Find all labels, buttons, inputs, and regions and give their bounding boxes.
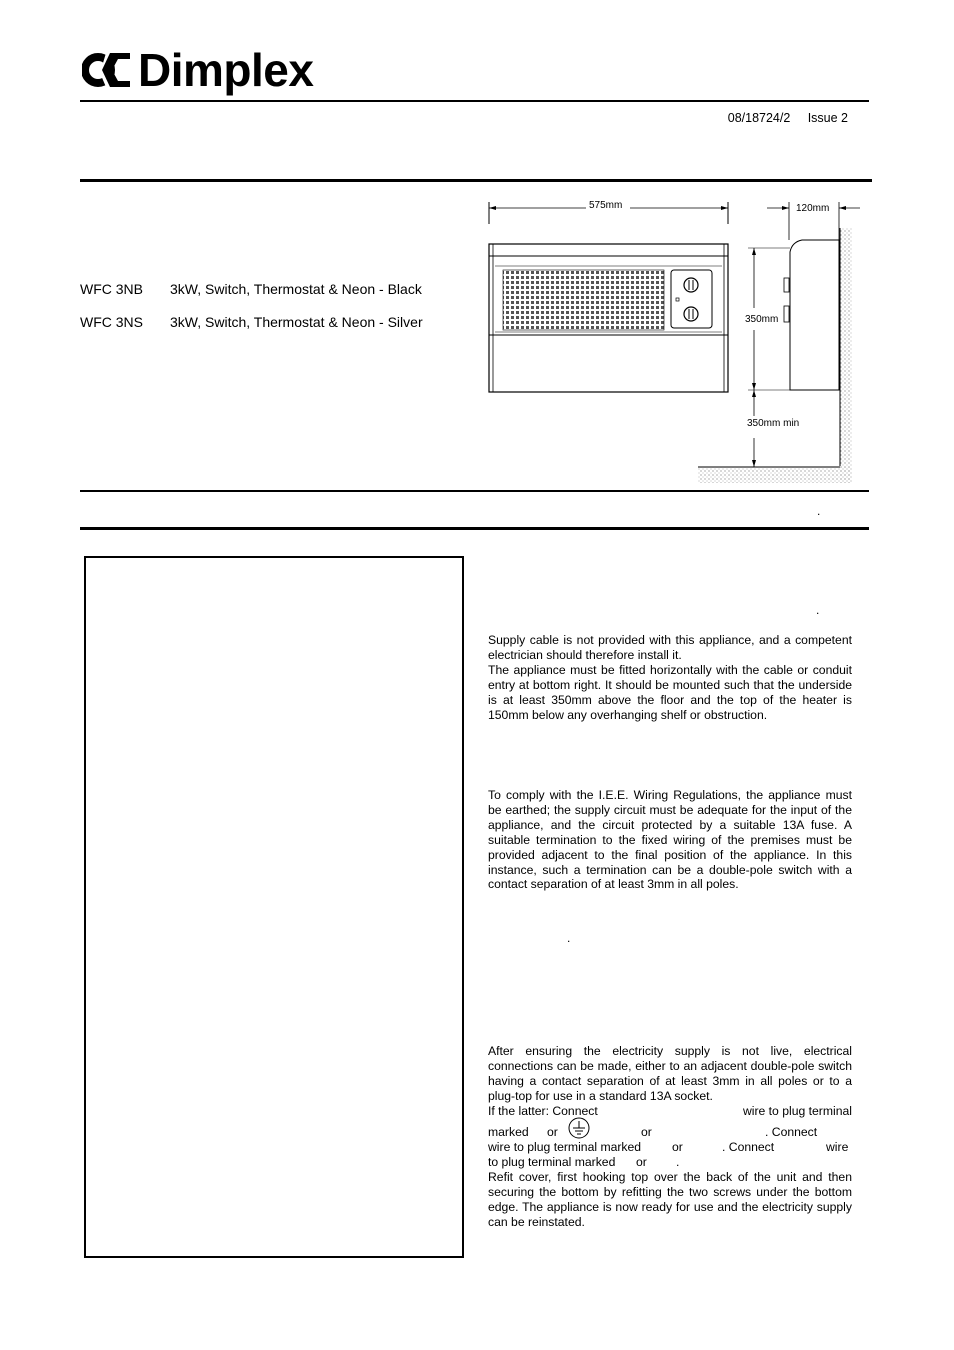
width-label: 575mm — [589, 200, 623, 211]
plug-line-a-left: If the latter: Connect — [488, 1104, 598, 1118]
section-rule-lower — [80, 527, 869, 530]
wiring-regulations-paragraph: To comply with the I.E.E. Wiring Regulations, the appliance must be earthed; the supply circuit must be adequate for the input of the appliance, and the circuit protected by a suitable 13A fuse. A suitable termination to the fixed wiring of the premises must be provided adjacent to the final position of the appliance. In this instance, such a termination can be a double-pole switch with a contact separation of at least 3mm in all poles. — [488, 788, 852, 892]
header-rule — [80, 100, 869, 102]
depth-label: 120mm — [796, 203, 830, 214]
section-rule-top — [80, 179, 872, 182]
model-row — [80, 281, 422, 297]
installation-text-4 — [488, 1170, 852, 1230]
floor — [698, 467, 852, 483]
model-row — [80, 314, 423, 330]
neon-indicator — [676, 298, 679, 301]
stray-dot: . — [567, 931, 571, 945]
mounting-paragraph: The appliance must be fitted horizontally with the cable or conduit entry at bottom right. It should be mounted such that the underside is at least 350mm above the floor and the top of the heater is 150mm below any overhanging shelf or obstruction. — [488, 662, 852, 722]
doc-issue: Issue 2 — [807, 111, 848, 125]
plug-line-d-1: to plug terminal marked — [488, 1155, 616, 1169]
notes-box — [84, 556, 464, 1258]
supply-cable-paragraph: Supply cable is not provided with this appliance, and a competent electrician should therefore install it. — [488, 633, 852, 662]
installation-text-2 — [488, 788, 852, 892]
dimplex-logo-icon — [82, 49, 132, 91]
model-code: WFC 3NS — [80, 314, 143, 330]
model-description: 3kW, Switch, Thermostat & Neon - Silver — [170, 314, 423, 330]
brand-name: Dimplex — [138, 44, 314, 96]
doc-number: 08/18724/2 — [727, 111, 791, 125]
plug-line-c-1: wire to plug terminal marked — [488, 1140, 642, 1154]
switch-knob-icon — [684, 307, 698, 321]
plug-line-c-3: . Connect — [722, 1140, 775, 1154]
stray-dot: . — [816, 603, 820, 617]
plug-line-b-1: marked — [488, 1125, 529, 1139]
section-rule-mid — [80, 490, 869, 492]
refit-cover-paragraph: Refit cover, first hooking top over the back of the unit and then securing the bottom by refitting the two screws under the bottom edge. The appliance is now ready for use and the electricity supply can be reinstated. — [488, 1170, 852, 1229]
height-label: 350mm — [745, 314, 779, 325]
heater-front-view — [489, 244, 728, 392]
plug-line-b-2: or — [547, 1125, 558, 1139]
plug-line-d-3: . — [676, 1155, 680, 1169]
dimplex-logo — [82, 44, 313, 96]
model-description: 3kW, Switch, Thermostat & Neon - Black — [170, 281, 422, 297]
installation-text-3 — [488, 1044, 852, 1104]
document-reference — [600, 111, 848, 125]
earth-icon — [567, 1117, 591, 1139]
wall — [840, 228, 852, 483]
plug-line-d-2: or — [636, 1155, 647, 1169]
stray-dot: . — [817, 504, 821, 518]
plug-line-a-right: wire to plug terminal — [742, 1104, 852, 1118]
plug-line-c-2: or — [672, 1140, 683, 1154]
connections-paragraph: After ensuring the electricity supply is not live, electrical connections can be made, either to an adjacent double-pole switch having a contact separation of at least 3mm in all poles or to a plug-top for use in a standard 13A socket. — [488, 1044, 852, 1103]
plug-line-b-4: . Connect — [765, 1125, 818, 1139]
model-code: WFC 3NB — [80, 281, 143, 297]
plug-line-b-3: or — [641, 1125, 652, 1139]
thermostat-knob-icon — [684, 278, 698, 292]
heater-grille — [503, 270, 664, 330]
installation-text-1 — [488, 633, 852, 722]
plug-line-c-4: wire — [826, 1140, 849, 1154]
floor-clearance-label: 350mm min — [747, 418, 800, 429]
heater-dimension-diagram — [480, 190, 870, 490]
